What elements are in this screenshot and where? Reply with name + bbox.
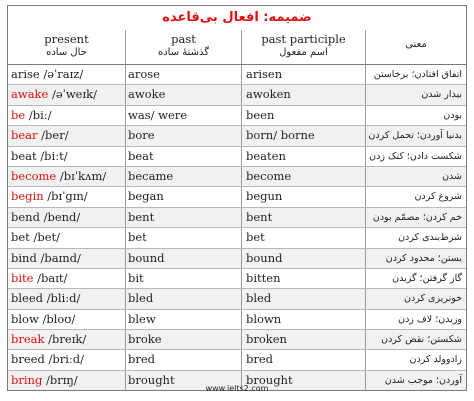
participle-cell: bred	[242, 350, 366, 369]
present-cell	[8, 350, 126, 369]
verb-base: bet	[11, 230, 30, 245]
table-row	[8, 289, 466, 309]
present-cell	[8, 269, 126, 288]
verb-pronunciation: /bloʊ/	[38, 311, 76, 326]
verb-pronunciation: /bend/	[39, 209, 81, 224]
participle-cell: been	[242, 106, 366, 125]
participle-cell: brought	[242, 371, 366, 390]
verb-pronunciation: /ber/	[37, 128, 69, 143]
table-row	[8, 167, 466, 187]
table-row	[8, 249, 466, 269]
past-cell: bet	[126, 228, 242, 247]
meaning-cell: شکست دادن؛ کتک زدن	[369, 150, 462, 162]
verb-pronunciation: /əˈweɪk/	[48, 87, 98, 102]
present-cell	[8, 85, 126, 104]
past-cell: bore	[126, 126, 242, 145]
header-meaning	[366, 30, 466, 64]
header-meaning-label: معنی	[405, 39, 427, 50]
table-row	[8, 106, 466, 126]
verb-base: bite	[11, 270, 34, 285]
present-cell	[8, 208, 126, 227]
meaning-cell: خونریزی کردن	[404, 293, 462, 305]
meaning-cell: آوردن؛ موجب شدن	[384, 374, 462, 386]
header-present-fa: حال ساده	[46, 47, 87, 58]
participle-cell: bled	[242, 289, 366, 308]
verb-pronunciation: /bɪˈkʌm/	[56, 168, 107, 183]
participle-cell: become	[242, 167, 366, 186]
participle-cell: bitten	[242, 269, 366, 288]
header-present	[8, 30, 126, 64]
past-cell: awoke	[126, 85, 242, 104]
verb-base: bring	[11, 372, 43, 387]
past-cell: beat	[126, 147, 242, 166]
past-cell: brought	[126, 371, 242, 390]
meaning-cell: اتفاق افتادن؛ برخاستن	[373, 69, 462, 80]
meaning-cell: شروع کردن	[414, 191, 462, 203]
past-cell: bit	[126, 269, 242, 288]
verb-base: break	[11, 332, 45, 347]
past-cell: broke	[126, 330, 242, 349]
past-cell: began	[126, 187, 242, 206]
header-past-fa: گذشتهٔ ساده	[157, 47, 210, 58]
verb-base: breed	[11, 352, 45, 367]
participle-cell: blown	[242, 310, 366, 329]
participle-cell: beaten	[242, 147, 366, 166]
table-row	[8, 147, 466, 167]
page-title: ضمیمه: افعال بی‌قاعده	[7, 5, 467, 31]
verb-pronunciation: /bet/	[29, 230, 60, 245]
table-row	[8, 187, 466, 207]
verb-base: bear	[11, 128, 38, 143]
header-participle-fa: اسم مفعول	[279, 47, 328, 58]
table-body	[8, 65, 466, 390]
past-cell: became	[126, 167, 242, 186]
watermark: www.ielts2.com	[205, 384, 269, 393]
verb-base: awake	[11, 87, 49, 102]
header-participle	[242, 30, 366, 64]
meaning-cell: شدن	[442, 170, 462, 182]
past-cell: blew	[126, 310, 242, 329]
meaning-cell: وزیدن؛ لاف زدن	[398, 313, 462, 325]
past-cell: bent	[126, 208, 242, 227]
verb-base: become	[11, 168, 57, 183]
table-row	[8, 208, 466, 228]
verb-base: arise	[11, 67, 40, 81]
past-cell: bred	[126, 350, 242, 369]
table-row	[8, 228, 466, 248]
participle-cell: broken	[242, 330, 366, 349]
header-present-label: present	[44, 32, 89, 46]
table-header	[8, 30, 466, 65]
verb-pronunciation: /baɪt/	[33, 270, 68, 285]
verb-pronunciation: /biːt/	[36, 148, 68, 163]
verb-pronunciation: /breɪk/	[44, 332, 87, 347]
participle-cell: arisen	[242, 65, 366, 84]
header-participle-label: past participle	[261, 32, 346, 46]
verb-base: bind	[11, 250, 37, 265]
meaning-cell: شکستن؛ نقض کردن	[381, 334, 462, 346]
verb-base: blow	[11, 311, 39, 326]
table-row	[8, 85, 466, 105]
participle-cell: bet	[242, 228, 366, 247]
participle-cell: begun	[242, 187, 366, 206]
past-cell: bound	[126, 249, 242, 268]
meaning-cell: بستن؛ محدود کردن	[385, 252, 462, 264]
participle-cell: bound	[242, 249, 366, 268]
verb-base: bend	[11, 209, 40, 224]
verb-pronunciation: /briːd/	[44, 352, 85, 367]
present-cell	[8, 106, 126, 125]
table-row	[8, 126, 466, 146]
participle-cell: born/ borne	[242, 126, 366, 145]
header-past-label: past	[171, 32, 196, 46]
meaning-cell: بیدار شدن	[421, 89, 462, 101]
verb-base: be	[11, 107, 26, 122]
meaning-cell: بدنیا آوردن؛ تحمل کردن	[368, 130, 462, 142]
present-cell	[8, 310, 126, 329]
present-cell	[8, 289, 126, 308]
present-cell	[8, 249, 126, 268]
verb-pronunciation: /baɪnd/	[36, 250, 81, 265]
participle-cell: awoken	[242, 85, 366, 104]
table-row	[8, 350, 466, 370]
present-cell	[8, 167, 126, 186]
table-row	[8, 65, 466, 85]
verb-pronunciation: /bɪˈgɪn/	[43, 189, 88, 204]
present-cell	[8, 126, 126, 145]
meaning-cell: بودن	[443, 109, 462, 121]
present-cell	[8, 65, 126, 84]
present-cell	[8, 187, 126, 206]
meaning-cell: شرط‌بندی کردن	[398, 232, 462, 244]
present-cell	[8, 330, 126, 349]
verb-pronunciation: /əˈraɪz/	[39, 67, 84, 81]
verb-base: beat	[11, 148, 37, 163]
present-cell	[8, 147, 126, 166]
past-cell: bled	[126, 289, 242, 308]
past-cell: arose	[126, 65, 242, 84]
meaning-cell: گاز گرفتن؛ گزیدن	[392, 272, 462, 284]
table-row	[8, 269, 466, 289]
present-cell	[8, 228, 126, 247]
irregular-verbs-table	[7, 30, 467, 391]
meaning-cell: زادوولد کردن	[409, 354, 462, 366]
verb-base: begin	[11, 189, 44, 204]
table-row	[8, 330, 466, 350]
verb-pronunciation: /bliːd/	[43, 291, 81, 306]
verb-pronunciation: /biː/	[25, 107, 52, 122]
verb-base: bleed	[11, 291, 44, 306]
table-row	[8, 310, 466, 330]
verb-pronunciation: /brɪŋ/	[42, 372, 78, 387]
header-past	[126, 30, 242, 64]
meaning-cell: خم کردن؛ مصمّم بودن	[372, 211, 462, 223]
participle-cell: bent	[242, 208, 366, 227]
past-cell: was/ were	[126, 106, 242, 125]
